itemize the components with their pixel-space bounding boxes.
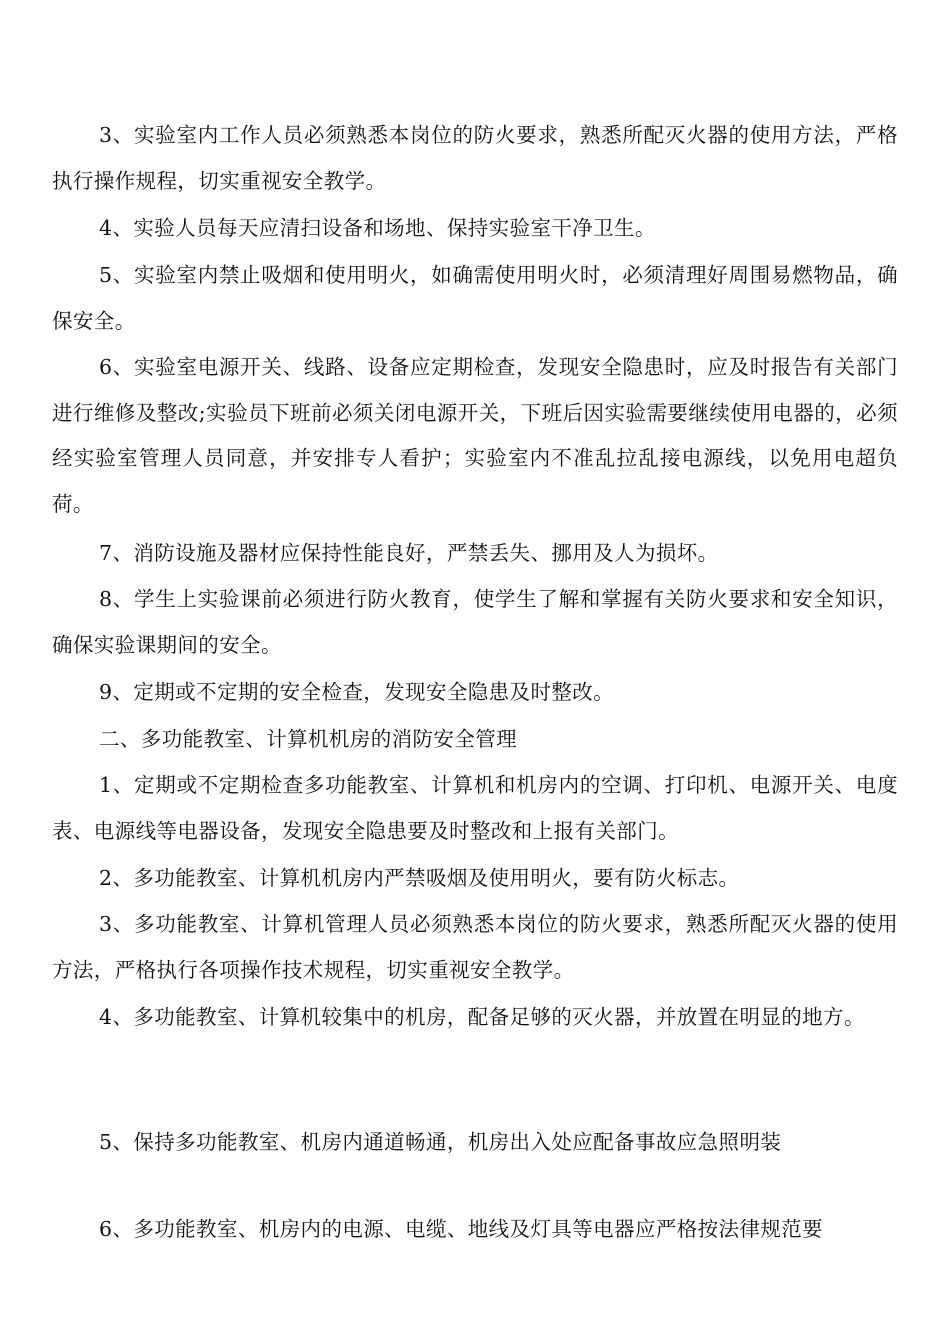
paragraph-lab-rule-4: 4、实验人员每天应清扫设备和场地、保持实验室干净卫生。 — [99, 216, 656, 240]
paragraph-room-rule-5: 5、保持多功能教室、机房内通道畅通，机房出入处应配备事故应急照明装 — [99, 1130, 782, 1154]
paragraph-room-rule-1: 1、定期或不定期检查多功能教室、计算机和机房内的空调、打印机、电源开关、电度表、电源线等电器设备，发现安全隐患要及时整改和上报有关部门。 — [52, 773, 898, 843]
paragraph-lab-rule-8: 8、学生上实验课前必须进行防火教育，使学生了解和掌握有关防火要求和安全知识，确保实验课期间的安全。 — [52, 587, 898, 657]
paragraph-lab-rule-7: 7、消防设施及器材应保持性能良好，严禁丢失、挪用及人为损坏。 — [99, 541, 719, 565]
paragraph-room-rule-4: 4、多功能教室、计算机较集中的机房，配备足够的灭火器，并放置在明显的地方。 — [99, 1005, 865, 1029]
paragraph-room-rule-6: 6、多功能教室、机房内的电源、电缆、地线及灯具等电器应严格按法律规范要 — [99, 1217, 824, 1241]
paragraph-lab-rule-3: 3、实验室内工作人员必须熟悉本岗位的防火要求，熟悉所配灭火器的使用方法，严格执行操作规程，切实重视安全教学。 — [52, 123, 898, 193]
paragraph-lab-rule-6: 6、实验室电源开关、线路、设备应定期检查，发现安全隐患时，应及时报告有关部门进行维修及整改;实验员下班前必须关闭电源开关，下班后因实验需要继续使用电器的，必须经实验室管理人员同意，并安排专人看护；实验室内不准乱拉乱接电源线，以免用电超负荷。 — [52, 355, 898, 516]
paragraph-room-rule-2: 2、多功能教室、计算机机房内严禁吸烟及使用明火，要有防火标志。 — [99, 866, 740, 890]
paragraph-lab-rule-5: 5、实验室内禁止吸烟和使用明火，如确需使用明火时，必须清理好周围易燃物品，确保安全。 — [52, 263, 898, 333]
section-heading: 二、多功能教室、计算机机房的消防安全管理 — [99, 727, 517, 751]
paragraph-room-rule-3: 3、多功能教室、计算机管理人员必须熟悉本岗位的防火要求，熟悉所配灭火器的使用方法，严格执行各项操作技术规程，切实重视安全教学。 — [52, 912, 898, 982]
paragraph-lab-rule-9: 9、定期或不定期的安全检查，发现安全隐患及时整改。 — [99, 680, 615, 704]
